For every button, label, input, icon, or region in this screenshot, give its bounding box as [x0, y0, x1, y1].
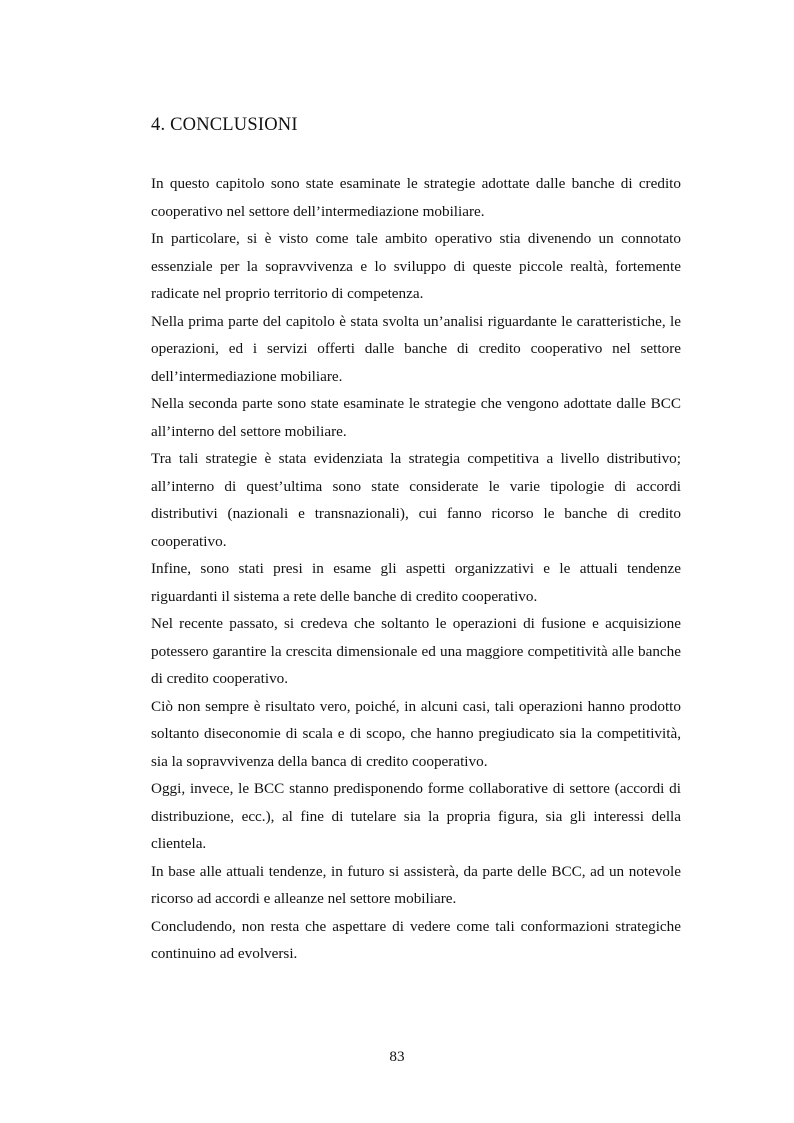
- paragraph: Nel recente passato, si credeva che soltanto le operazioni di fusione e acquisizione potessero garantire la crescita dimensionale ed una maggiore competitività alle banche di credito cooperativo.: [151, 615, 681, 687]
- paragraph: In questo capitolo sono state esaminate le strategie adottate dalle banche di credito cooperativo nel settore dell’intermediazione mobiliare.: [151, 175, 681, 220]
- paragraph: In particolare, si è visto come tale ambito operativo stia divenendo un connotato essenziale per la sopravvivenza e lo sviluppo di queste piccole realtà, fortemente radicate nel proprio territorio di competenza.: [151, 230, 681, 302]
- paragraph: Tra tali strategie è stata evidenziata la strategia competitiva a livello distributivo; all’interno di quest’ultima sono state considerate le varie tipologie di accordi distributivi (nazionali e transnazionali), cui fanno ricorso le banche di credito cooperativo.: [151, 450, 681, 550]
- paragraph: Concludendo, non resta che aspettare di vedere come tali conformazioni strategiche continuino ad evolversi.: [151, 917, 681, 962]
- paragraph: Oggi, invece, le BCC stanno predisponendo forme collaborative di settore (accordi di distribuzione, ecc.), al fine di tutelare sia la propria figura, sia gli interessi della clientela.: [151, 780, 681, 852]
- paragraph: Nella prima parte del capitolo è stata svolta un’analisi riguardante le caratteristiche, le operazioni, ed i servizi offerti dalle banche di credito cooperativo nel settore dell’intermediazione mobiliare.: [151, 312, 681, 385]
- paragraph: Nella seconda parte sono state esaminate le strategie che vengono adottate dalle BCC all’interno del settore mobiliare.: [151, 395, 681, 440]
- paragraph: Infine, sono stati presi in esame gli aspetti organizzativi e le attuali tendenze riguardanti il sistema a rete delle banche di credito cooperativo.: [151, 560, 681, 605]
- paragraph: Ciò non sempre è risultato vero, poiché, in alcuni casi, tali operazioni hanno prodotto soltanto diseconomie di scala e di scopo, che hanno pregiudicato sia la competitività, sia la sopravvivenza della banca di credito cooperativo.: [151, 697, 681, 770]
- section-heading: 4. CONCLUSIONI: [151, 115, 298, 135]
- page-number: 83: [389, 1048, 405, 1065]
- paragraph: In base alle attuali tendenze, in futuro si assisterà, da parte delle BCC, ad un notevole ricorso ad accordi e alleanze nel settore mobiliare.: [151, 862, 681, 907]
- body-text: [151, 170, 681, 968]
